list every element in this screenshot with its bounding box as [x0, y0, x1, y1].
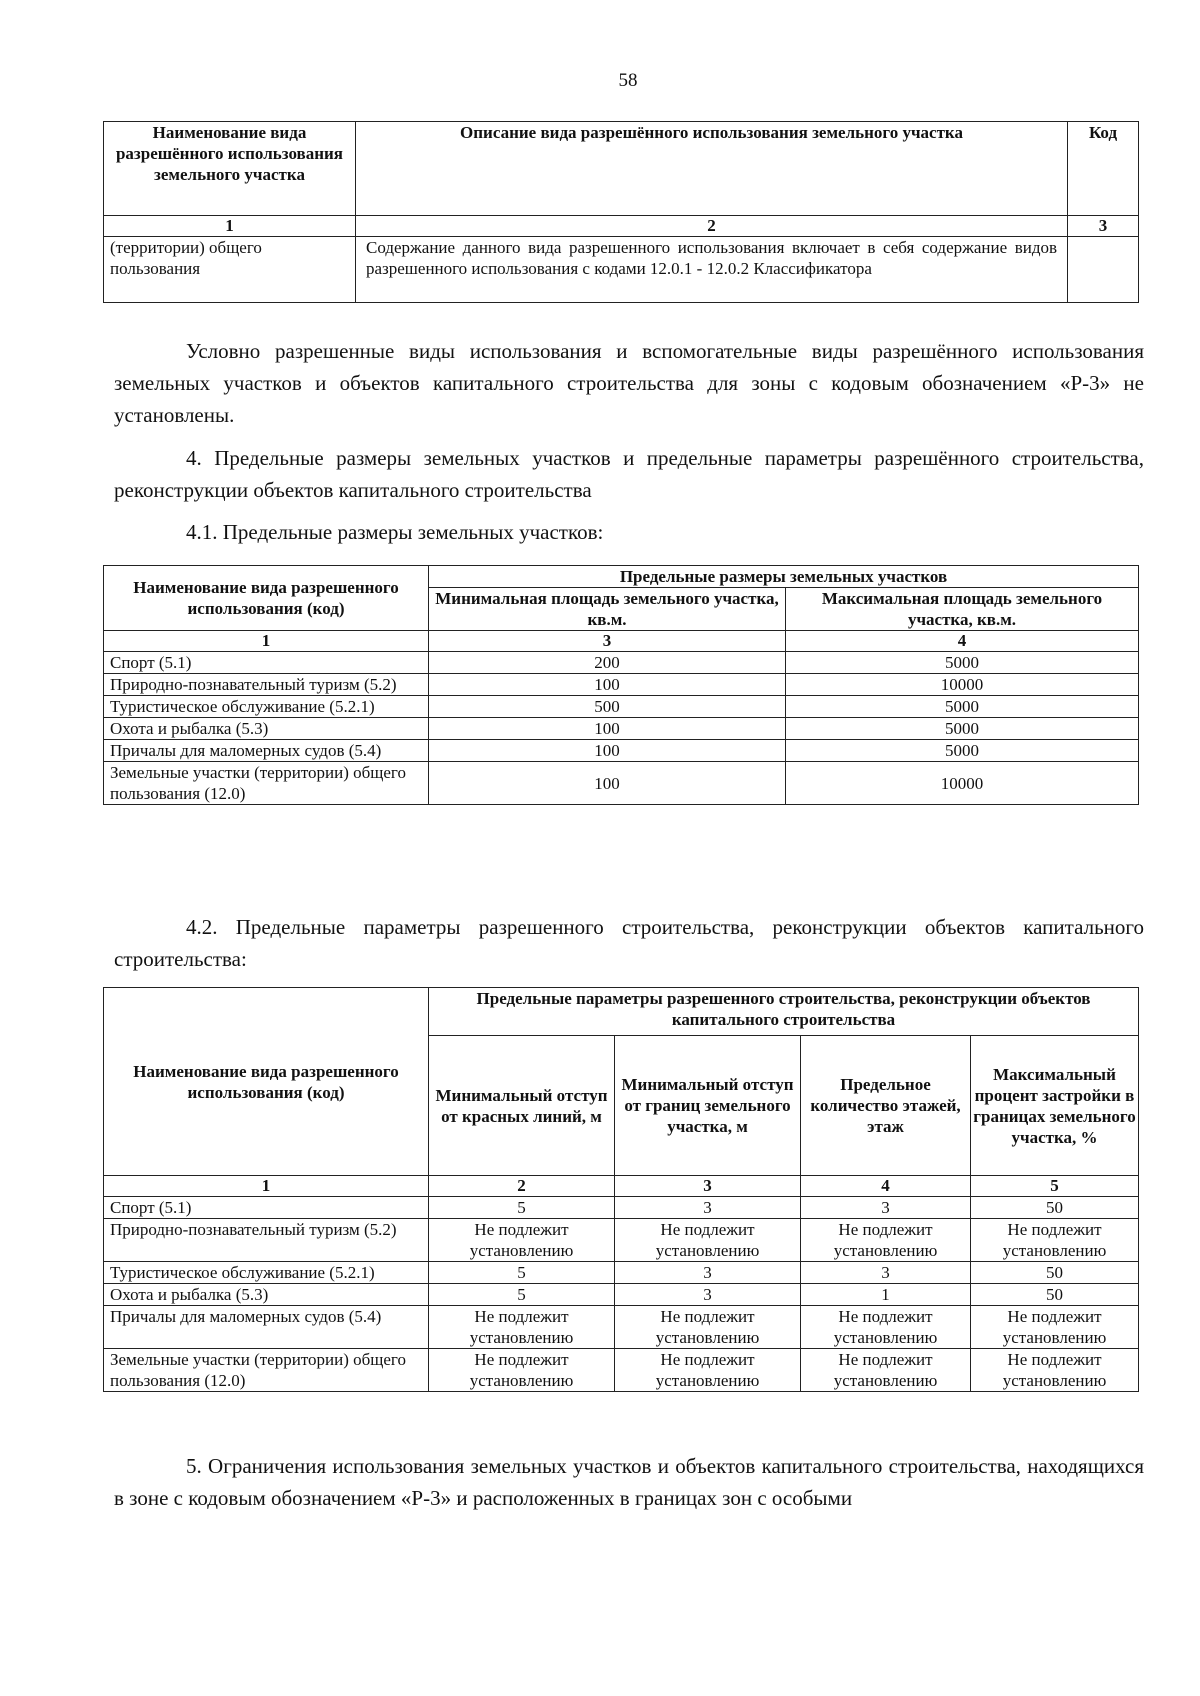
t2-row-min: 100 [429, 762, 786, 805]
t1-num-1: 1 [104, 216, 356, 237]
t3-row-red-lines: Не подлежит установлению [429, 1349, 615, 1392]
t3-num-2: 2 [429, 1176, 615, 1197]
t3-header-floors: Предельное количество этажей, этаж [801, 1036, 971, 1176]
t2-row-max: 10000 [786, 762, 1139, 805]
t3-num-3: 3 [615, 1176, 801, 1197]
t3-row-boundary: 3 [615, 1197, 801, 1219]
paragraph-conditional-uses: Условно разрешенные виды использования и вспомогательные виды разрешённого использования земельных участков и объектов капитального строительства для зоны с кодовым обозначением «Р-3» не установлены. [114, 339, 1144, 427]
t3-row-boundary: 3 [615, 1284, 801, 1306]
t3-row-coverage: Не подлежит установлению [971, 1349, 1139, 1392]
t2-row-name: Спорт (5.1) [104, 652, 429, 674]
t1-header-name: Наименование вида разрешённого использования земельного участка [104, 122, 356, 216]
t2-row-min: 100 [429, 674, 786, 696]
t3-row-name: Охота и рыбалка (5.3) [104, 1284, 429, 1306]
t3-num-4: 4 [801, 1176, 971, 1197]
t3-header-name: Наименование вида разрешенного использования (код) [104, 988, 429, 1176]
t2-header-group: Предельные размеры земельных участков [429, 566, 1139, 588]
t2-header-name: Наименование вида разрешенного использования (код) [104, 566, 429, 631]
t3-row-red-lines: Не подлежит установлению [429, 1219, 615, 1262]
t3-num-1: 1 [104, 1176, 429, 1197]
t2-header-min: Минимальная площадь земельного участка, кв.м. [429, 588, 786, 631]
t3-row-floors: Не подлежит установлению [801, 1219, 971, 1262]
t2-row-min: 500 [429, 696, 786, 718]
page-number: 58 [618, 70, 638, 91]
t3-row-red-lines: Не подлежит установлению [429, 1306, 615, 1349]
t1-num-2: 2 [356, 216, 1068, 237]
t2-row-name: Охота и рыбалка (5.3) [104, 718, 429, 740]
t3-row-boundary: Не подлежит установлению [615, 1349, 801, 1392]
t2-row-min: 100 [429, 718, 786, 740]
paragraph-section-4-1: 4.1. Предельные размеры земельных участков: [186, 520, 604, 544]
t3-row-red-lines: 5 [429, 1284, 615, 1306]
t3-row-name: Туристическое обслуживание (5.2.1) [104, 1262, 429, 1284]
t3-row-boundary: Не подлежит установлению [615, 1219, 801, 1262]
t1-num-3: 3 [1068, 216, 1139, 237]
t2-row-max: 5000 [786, 696, 1139, 718]
t1-row-description: Содержание данного вида разрешенного использования включает в себя содержание видов разрешенного использования с кодами 12.0.1 - 12.0.2 Классификатора [356, 237, 1068, 303]
paragraph-section-4-2: 4.2. Предельные параметры разрешенного строительства, реконструкции объектов капитального строительства: [114, 915, 1144, 971]
t3-header-group: Предельные параметры разрешенного строительства, реконструкции объектов капитального строительства [429, 988, 1139, 1036]
paragraph-section-4: 4. Предельные размеры земельных участков и предельные параметры разрешённого строительства, реконструкции объектов капитального строительства [114, 446, 1144, 502]
t3-row-coverage: 50 [971, 1262, 1139, 1284]
t2-row-max: 5000 [786, 652, 1139, 674]
t3-row-name: Земельные участки (территории) общего пользования (12.0) [104, 1349, 429, 1392]
t2-row-max: 10000 [786, 674, 1139, 696]
t1-header-description: Описание вида разрешённого использования земельного участка [356, 122, 1068, 216]
t3-row-coverage: 50 [971, 1197, 1139, 1219]
t2-row-name: Причалы для маломерных судов (5.4) [104, 740, 429, 762]
t3-row-red-lines: 5 [429, 1197, 615, 1219]
t3-row-name: Причалы для маломерных судов (5.4) [104, 1306, 429, 1349]
t2-header-max: Максимальная площадь земельного участка, кв.м. [786, 588, 1139, 631]
t2-num-4: 4 [786, 631, 1139, 652]
t3-row-boundary: 3 [615, 1262, 801, 1284]
t2-num-1: 1 [104, 631, 429, 652]
t3-row-floors: 3 [801, 1197, 971, 1219]
t3-row-floors: Не подлежит установлению [801, 1349, 971, 1392]
t2-row-min: 100 [429, 740, 786, 762]
t3-row-floors: 1 [801, 1284, 971, 1306]
t3-row-coverage: Не подлежит установлению [971, 1219, 1139, 1262]
t3-header-boundary: Минимальный отступ от границ земельного участка, м [615, 1036, 801, 1176]
t2-num-3: 3 [429, 631, 786, 652]
t3-row-red-lines: 5 [429, 1262, 615, 1284]
t2-row-min: 200 [429, 652, 786, 674]
table-permitted-uses [103, 121, 1139, 303]
t2-row-name: Туристическое обслуживание (5.2.1) [104, 696, 429, 718]
t3-row-floors: Не подлежит установлению [801, 1306, 971, 1349]
t3-header-coverage: Максимальный процент застройки в границах земельного участка, % [971, 1036, 1139, 1176]
t1-row-code [1068, 237, 1139, 303]
t3-row-coverage: Не подлежит установлению [971, 1306, 1139, 1349]
t1-row-name: (территории) общего пользования [104, 237, 356, 303]
t2-row-max: 5000 [786, 740, 1139, 762]
table-plot-sizes [103, 565, 1139, 805]
t3-row-name: Природно-познавательный туризм (5.2) [104, 1219, 429, 1262]
t3-row-coverage: 50 [971, 1284, 1139, 1306]
t3-row-name: Спорт (5.1) [104, 1197, 429, 1219]
t2-row-max: 5000 [786, 718, 1139, 740]
t2-row-name: Природно-познавательный туризм (5.2) [104, 674, 429, 696]
table-construction-parameters [103, 987, 1139, 1392]
t3-row-boundary: Не подлежит установлению [615, 1306, 801, 1349]
t1-header-code: Код [1068, 122, 1139, 216]
t3-num-5: 5 [971, 1176, 1139, 1197]
t3-header-red-lines: Минимальный отступ от красных линий, м [429, 1036, 615, 1176]
t2-row-name: Земельные участки (территории) общего пользования (12.0) [104, 762, 429, 805]
t3-row-floors: 3 [801, 1262, 971, 1284]
paragraph-section-5: 5. Ограничения использования земельных участков и объектов капитального строительства, находящихся в зоне с кодовым обозначением «Р-3» и расположенных в границах зон с особыми [114, 1454, 1144, 1510]
